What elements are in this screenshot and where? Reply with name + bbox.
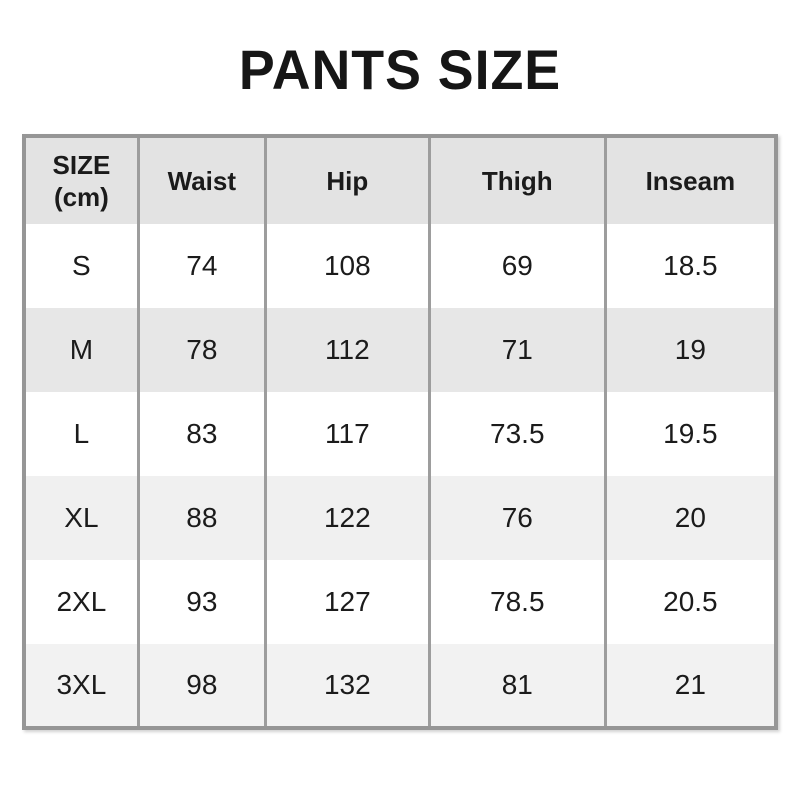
waist-cell: 74	[138, 224, 265, 308]
hip-cell: 108	[265, 224, 429, 308]
col-header-size-line2: (cm)	[53, 182, 109, 212]
table-row-l	[24, 392, 776, 476]
table-body	[24, 224, 776, 728]
size-cell: 3XL	[24, 644, 138, 728]
col-header-hip: Hip	[265, 136, 429, 224]
inseam-cell: 21	[605, 644, 776, 728]
waist-cell: 78	[138, 308, 265, 392]
col-header-waist: Waist	[138, 136, 265, 224]
hip-cell: 132	[265, 644, 429, 728]
hip-cell: 117	[265, 392, 429, 476]
size-cell: XL	[24, 476, 138, 560]
waist-cell: 88	[138, 476, 265, 560]
thigh-cell: 78.5	[429, 560, 605, 644]
thigh-cell: 76	[429, 476, 605, 560]
table-row-s	[24, 224, 776, 308]
thigh-cell: 71	[429, 308, 605, 392]
header-row	[24, 136, 776, 224]
inseam-cell: 19	[605, 308, 776, 392]
size-table	[22, 134, 778, 730]
thigh-cell: 81	[429, 644, 605, 728]
inseam-cell: 18.5	[605, 224, 776, 308]
inseam-cell: 20.5	[605, 560, 776, 644]
table-row-m	[24, 308, 776, 392]
col-header-thigh: Thigh	[429, 136, 605, 224]
waist-cell: 98	[138, 644, 265, 728]
hip-cell: 122	[265, 476, 429, 560]
table-row-2xl	[24, 560, 776, 644]
col-header-size-line1: SIZE	[52, 150, 111, 180]
col-header-size	[24, 136, 138, 224]
page-title: PANTS SIZE	[238, 38, 562, 101]
thigh-cell: 69	[429, 224, 605, 308]
waist-cell: 83	[138, 392, 265, 476]
thigh-cell: 73.5	[429, 392, 605, 476]
inseam-cell: 19.5	[605, 392, 776, 476]
size-cell: S	[24, 224, 138, 308]
table-row-3xl	[24, 644, 776, 728]
hip-cell: 127	[265, 560, 429, 644]
size-cell: L	[24, 392, 138, 476]
size-cell: M	[24, 308, 138, 392]
col-header-inseam: Inseam	[605, 136, 776, 224]
hip-cell: 112	[265, 308, 429, 392]
waist-cell: 93	[138, 560, 265, 644]
table-header	[24, 136, 776, 224]
inseam-cell: 20	[605, 476, 776, 560]
size-cell: 2XL	[24, 560, 138, 644]
table-row-xl	[24, 476, 776, 560]
